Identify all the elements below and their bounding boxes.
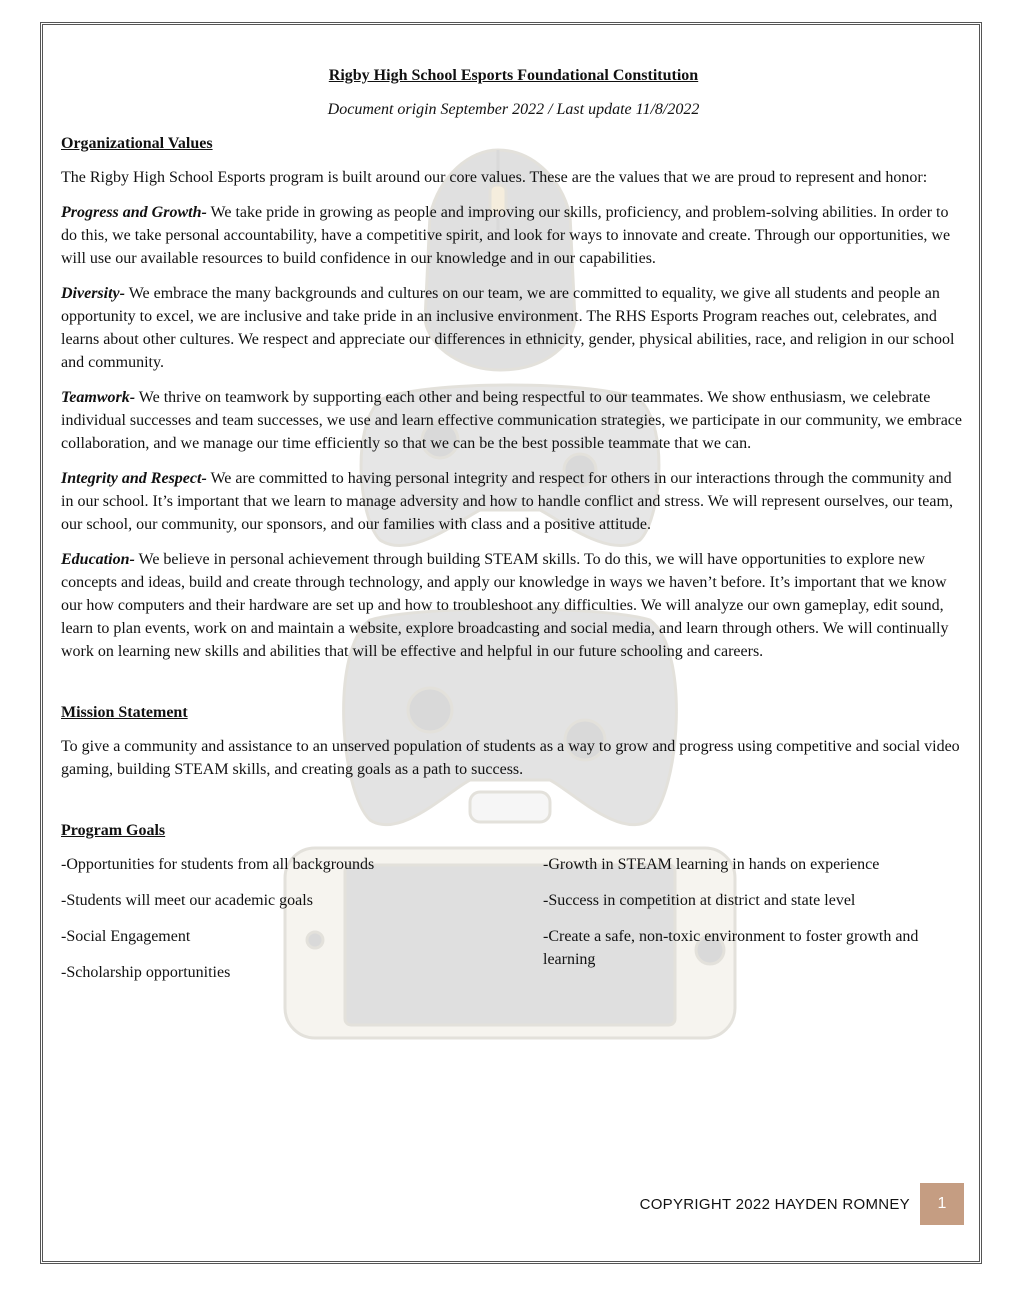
value-text: We take pride in growing as people and improving our skills, proficiency, and problem-solving abilities. In order to do this, we take personal accountability, have a competitive spirit, and look for ways to innovate and create. Through our opportunities, we will use our available resources to build confidence in our knowledge and in our capabilities. [61,204,951,267]
goal-item: -Students will meet our academic goals [61,892,313,909]
mission-heading: Mission Statement [61,704,188,721]
value-education [61,548,966,663]
document-title: Rigby High School Esports Foundational Constitution [328,67,699,84]
value-diversity [61,282,966,374]
values-heading: Organizational Values [61,135,213,152]
goal-item: -Growth in STEAM learning in hands on experience [543,856,880,873]
value-name: Education- [61,551,135,568]
value-text: We believe in personal achievement through building STEAM skills. To do this, we will have opportunities to explore new concepts and ideas, build and create through technology, and apply our knowledge in ways we haven’t before. It’s important that we know our how computers and their hardware are set up and how to troubleshoot any difficulties. We will analyze our own gameplay, edit sound, learn to plan events, work on and maintain a website, explore broadcasting and social media, and learn through others. We will continually work on learning new skills and abilities that will be effective and helpful in our future schooling and careers. [61,551,949,660]
page-number-badge: 1 [920,1183,964,1225]
goal-item: -Social Engagement [61,928,191,945]
value-name: Integrity and Respect- [61,470,207,487]
value-integrity-respect [61,467,966,536]
document-body [61,60,966,997]
value-name: Diversity- [61,285,125,302]
goal-item: -Opportunities for students from all backgrounds [61,856,375,873]
value-text: We are committed to having personal integrity and respect for others in our interactions through the community and in our school. It’s important that we learn to manage adversity and how to handle conflict and stress. We will represent ourselves, our team, our school, our community, our sponsors, and our families with class and a positive attitude. [61,470,953,533]
value-teamwork [61,386,966,455]
value-name: Progress and Growth- [61,204,207,221]
goals-list [61,853,966,997]
copyright-text: COPYRIGHT 2022 HAYDEN ROMNEY [639,1195,910,1213]
value-text: We thrive on teamwork by supporting each other and being respectful to our teammates. We show enthusiasm, we celebrate individual successes and team successes, we use and learn effective communication strategies, we participate in our community, we embrace collaboration, and we manage our time efficiently so that we can be the best possible teammate that we can. [61,389,963,452]
mission-text: To give a community and assistance to an unserved population of students as a way to grow and progress using competitive and social video gaming, building STEAM skills, and creating goals as a path to success. [61,738,960,778]
value-name: Teamwork- [61,389,136,406]
value-progress-growth [61,201,966,270]
document-subtitle: Document origin September 2022 / Last update 11/8/2022 [327,101,700,118]
goal-item: -Success in competition at district and state level [543,892,856,909]
goals-left-column [61,853,543,997]
value-text: We embrace the many backgrounds and cultures on our team, we are committed to equality, we give all students and people an opportunity to excel, we are inclusive and take pride in an inclusive environment. The RHS Esports Program reaches out, celebrates, and learns about other cultures. We respect and appreciate our differences in ethnicity, gender, physical abilities, race, and religion in our school and community. [61,285,955,371]
page-footer [640,1183,964,1225]
goals-heading: Program Goals [61,822,166,839]
goal-item: -Scholarship opportunities [61,964,231,981]
goals-right-column [543,853,966,997]
goal-item: -Create a safe, non-toxic environment to foster growth and learning [543,928,919,968]
values-intro: The Rigby High School Esports program is built around our core values. These are the values that we are proud to represent and honor: [61,169,928,186]
